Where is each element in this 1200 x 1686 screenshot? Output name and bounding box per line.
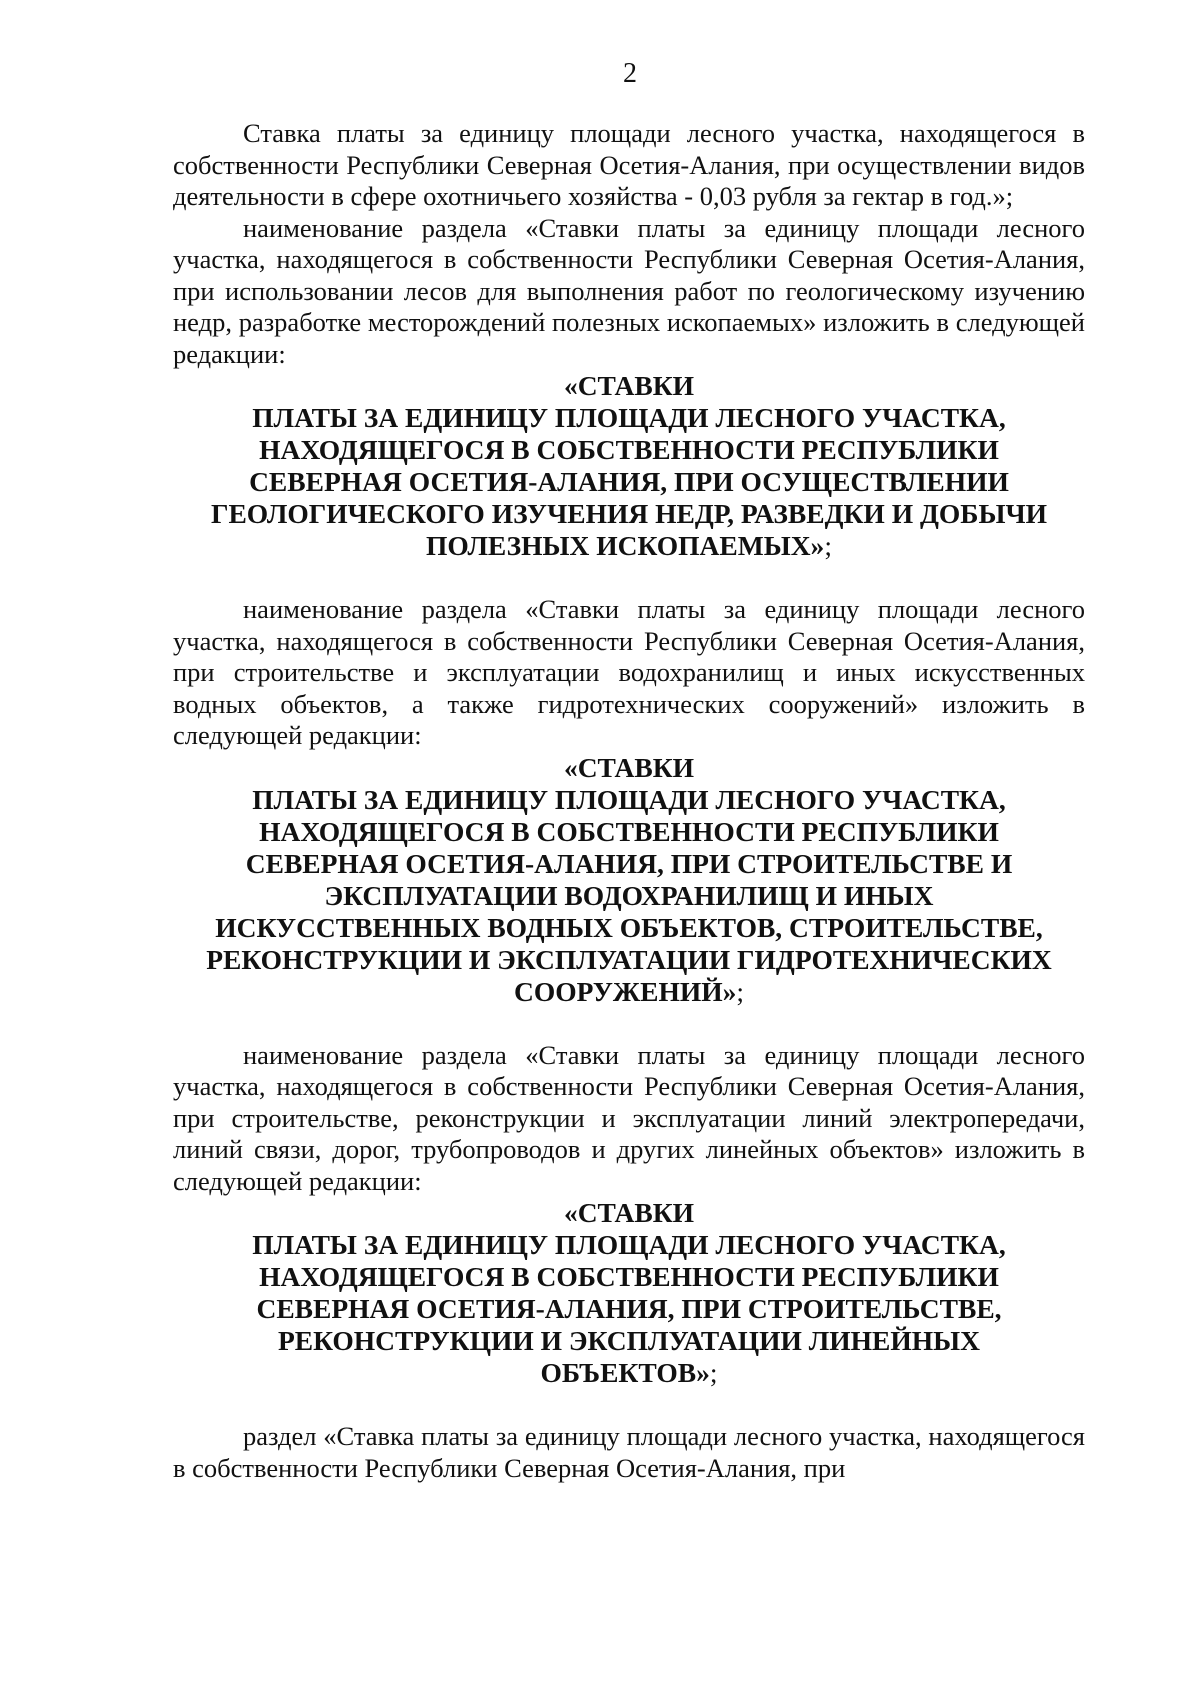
heading-line-text: «СТАВКИ — [563, 751, 695, 783]
heading-line-text: НАХОДЯЩЕГОСЯ В СОБСТВЕННОСТИ РЕСПУБЛИКИ — [259, 1261, 999, 1292]
heading-line-text: СЕВЕРНАЯ ОСЕТИЯ-АЛАНИЯ, ПРИ ОСУЩЕСТВЛЕНИИ — [249, 466, 1009, 497]
page-number: 2 — [623, 58, 637, 89]
heading-line — [173, 434, 1085, 466]
heading-line — [173, 402, 1085, 434]
heading-line-text: НАХОДЯЩЕГОСЯ В СОБСТВЕННОСТИ РЕСПУБЛИКИ — [259, 815, 999, 847]
heading-line — [173, 1229, 1085, 1261]
heading-line-text: ЭКСПЛУАТАЦИИ ВОДОХРАНИЛИЩ И ИНЫХ — [324, 879, 934, 911]
heading-line — [173, 1197, 1085, 1229]
heading-line-text: «СТАВКИ — [563, 370, 695, 401]
heading-line-text: РЕКОНСТРУКЦИИ И ЭКСПЛУАТАЦИИ ЛИНЕЙНЫХ — [277, 1325, 981, 1356]
heading-line — [173, 880, 1085, 912]
heading-line-text: ГЕОЛОГИЧЕСКОГО ИЗУЧЕНИЯ НЕДР, РАЗВЕДКИ И ДОБЫЧИ — [210, 498, 1048, 529]
heading-suffix: ; — [709, 1357, 718, 1388]
heading-line — [173, 784, 1085, 816]
heading-line — [173, 1357, 1085, 1389]
heading-line-text: ИСКУССТВЕННЫХ ВОДНЫХ ОБЪЕКТОВ, СТРОИТЕЛЬСТВЕ, — [215, 911, 1043, 943]
heading-line-text: ПЛАТЫ ЗА ЕДИНИЦУ ПЛОЩАДИ ЛЕСНОГО УЧАСТКА, — [252, 783, 1006, 815]
heading-line-text: ПЛАТЫ ЗА ЕДИНИЦУ ПЛОЩАДИ ЛЕСНОГО УЧАСТКА, — [252, 402, 1006, 433]
heading-line — [173, 1325, 1085, 1357]
spacer — [173, 1389, 1085, 1421]
heading-line — [173, 498, 1085, 530]
heading-suffix: ; — [824, 530, 832, 561]
section-heading — [173, 752, 1085, 1008]
heading-line — [173, 944, 1085, 976]
heading-line-text: СООРУЖЕНИЙ» — [513, 975, 737, 1007]
heading-line — [173, 912, 1085, 944]
spacer — [173, 1008, 1085, 1040]
heading-line — [173, 816, 1085, 848]
heading-line-text: РЕКОНСТРУКЦИИ И ЭКСПЛУАТАЦИИ ГИДРОТЕХНИЧЕСКИХ — [206, 943, 1052, 975]
section-heading — [173, 370, 1085, 562]
heading-line-text: НАХОДЯЩЕГОСЯ В СОБСТВЕННОСТИ РЕСПУБЛИКИ — [259, 434, 999, 465]
paragraph: раздел «Ставка платы за единицу площади лесного участка, находящегося в собственности Республики Северная Осетия-Алания, при — [173, 1421, 1085, 1483]
heading-line-text: «СТАВКИ — [563, 1197, 695, 1228]
heading-line — [173, 848, 1085, 880]
heading-line-text: ОБЪЕКТОВ» — [540, 1357, 710, 1388]
heading-line — [173, 1293, 1085, 1325]
heading-line — [173, 466, 1085, 498]
paragraph: Ставка платы за единицу площади лесного участка, находящегося в собственности Республики Северная Осетия-Алания, при осуществлении видов деятельности в сфере охотничьего хозяйства - 0,03 рубля за гектар в год.»; — [173, 118, 1085, 211]
heading-line-text: СЕВЕРНАЯ ОСЕТИЯ-АЛАНИЯ, ПРИ СТРОИТЕЛЬСТВЕ, — [256, 1293, 1002, 1324]
heading-line-text: СЕВЕРНАЯ ОСЕТИЯ-АЛАНИЯ, ПРИ СТРОИТЕЛЬСТВЕ И — [245, 847, 1013, 879]
heading-line-text: ПЛАТЫ ЗА ЕДИНИЦУ ПЛОЩАДИ ЛЕСНОГО УЧАСТКА, — [252, 1229, 1006, 1260]
heading-line — [173, 370, 1085, 402]
heading-suffix: ; — [736, 975, 745, 1007]
document-body — [173, 118, 1085, 1484]
paragraph: наименование раздела «Ставки платы за единицу площади лесного участка, находящегося в собственности Республики Северная Осетия-Алания, при строительстве, реконструкции и эксплуатации линий электропередачи, линий связи, дорог, трубопроводов и других линейных объектов» изложить в следующей редакции: — [173, 1039, 1085, 1196]
heading-line — [173, 1261, 1085, 1293]
heading-line-text: ПОЛЕЗНЫХ ИСКОПАЕМЫХ» — [426, 530, 825, 561]
heading-line — [173, 976, 1085, 1008]
spacer — [173, 562, 1085, 594]
section-heading — [173, 1197, 1085, 1389]
paragraph: наименование раздела «Ставки платы за единицу площади лесного участка, находящегося в собственности Республики Северная Осетия-Алания, при использовании лесов для выполнения работ по геологическому изучению недр, разработке месторождений полезных ископаемых» изложить в следующей редакции: — [173, 212, 1085, 369]
heading-line — [173, 530, 1085, 562]
paragraph: наименование раздела «Ставки платы за единицу площади лесного участка, находящегося в собственности Республики Северная Осетия-Алания, при строительстве и эксплуатации водохранилищ и иных искусственных водных объектов, а также гидротехнических сооружений» изложить в следующей редакции: — [173, 594, 1085, 750]
heading-line — [173, 752, 1085, 784]
